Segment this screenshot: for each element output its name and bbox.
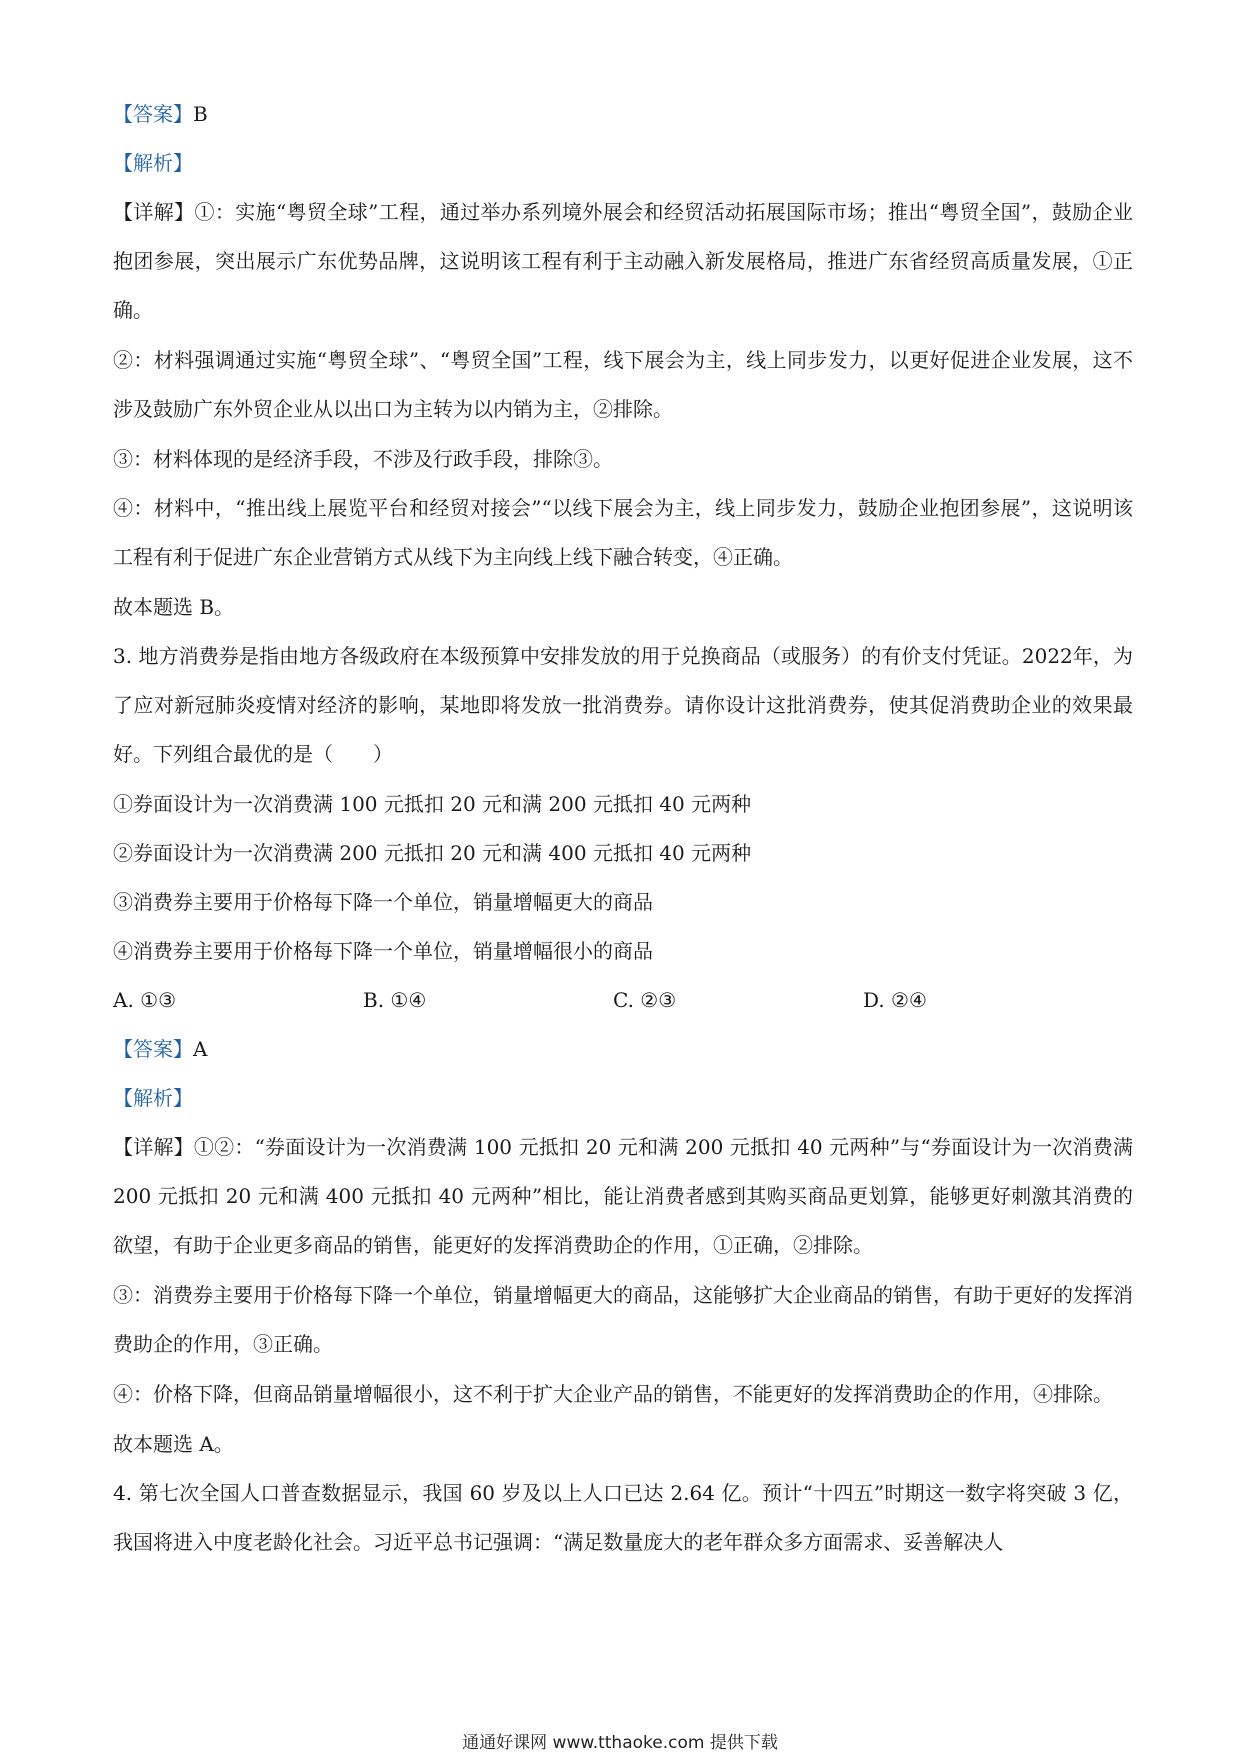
q3-stem: 3. 地方消费券是指由地方各级政府在本级预算中安排发放的用于兑换商品（或服务）的有价支付凭证。2022年，为了应对新冠肺炎疫情对经济的影响，某地即将发放一批消费券。请你设计这批消费券，使其促消费助企业的效果最好。下列组合最优的是（ ）	[113, 644, 1133, 766]
q2-answer	[113, 100, 1133, 128]
q2-detail-2: ②：材料强调通过实施“粤贸全球”、“粤贸全国”工程，线下展会为主，线上同步发力，以更好促进企业发展，这不涉及鼓励广东外贸企业从以出口为主转为以内销为主，②排除。	[113, 348, 1133, 421]
q3-item-1: ①券面设计为一次消费满 100 元抵扣 20 元和满 200 元抵扣 40 元两种	[113, 792, 752, 816]
answer-value: A	[193, 1037, 208, 1061]
q3-analysis-tag: 【解析】	[113, 1086, 193, 1110]
answer-tag: 【答案】	[113, 102, 193, 126]
q3-item-3: ③消费券主要用于价格每下降一个单位，销量增幅更大的商品	[113, 890, 653, 914]
q2-detail-4: ④：材料中，“推出线上展览平台和经贸对接会”“以线下展会为主，线上同步发力，鼓励企业抱团参展”，这说明该工程有利于促进广东企业营销方式从线下为主向线上线下融合转变，④正确。	[113, 496, 1133, 569]
q3-options	[113, 986, 1133, 1014]
q3-conclusion: 故本题选 A。	[113, 1432, 234, 1456]
answer-tag: 【答案】	[113, 1037, 193, 1061]
q3-detail-3: ④：价格下降，但商品销量增幅很小，这不利于扩大企业产品的销售，不能更好的发挥消费助企的作用，④排除。	[113, 1382, 1113, 1406]
document-body	[113, 100, 1133, 1578]
option-a: A. ①③	[113, 988, 177, 1012]
q3-detail-1: 【详解】①②：“券面设计为一次消费满 100 元抵扣 20 元和满 200 元抵扣 40 元两种”与“券面设计为一次消费满 200 元抵扣 20 元和满 400 元抵扣 40 元两种”相比，能让消费者感到其购买商品更划算，能够更好刺激其消费的欲望，有助于企业更多商品的销售，能更好的发挥消费助企的作用，①正确，②排除。	[113, 1135, 1133, 1257]
answer-value: B	[193, 102, 208, 126]
q2-conclusion: 故本题选 B。	[113, 595, 235, 619]
option-c: C. ②③	[613, 988, 677, 1012]
q3-answer	[113, 1035, 1133, 1063]
q2-detail-3: ③：材料体现的是经济手段，不涉及行政手段，排除③。	[113, 447, 613, 471]
page-footer: 通通好课网 www.tthaoke.com 提供下载	[462, 1733, 778, 1753]
q2-analysis-tag: 【解析】	[113, 151, 193, 175]
option-d: D. ②④	[863, 988, 927, 1012]
option-b: B. ①④	[363, 988, 427, 1012]
q3-detail-2: ③：消费券主要用于价格每下降一个单位，销量增幅更大的商品，这能够扩大企业商品的销售，有助于更好的发挥消费助企的作用，③正确。	[113, 1283, 1133, 1356]
q3-item-4: ④消费券主要用于价格每下降一个单位，销量增幅很小的商品	[113, 939, 653, 963]
q4-stem: 4. 第七次全国人口普查数据显示，我国 60 岁及以上人口已达 2.64 亿。预计“十四五”时期这一数字将突破 3 亿，我国将进入中度老龄化社会。习近平总书记强调：“满足数量庞大的老年群众多方面需求、妥善解决人	[113, 1481, 1133, 1554]
q3-item-2: ②券面设计为一次消费满 200 元抵扣 20 元和满 400 元抵扣 40 元两种	[113, 841, 752, 865]
q2-detail-1: 【详解】①：实施“粤贸全球”工程，通过举办系列境外展会和经贸活动拓展国际市场；推出“粤贸全国”，鼓励企业抱团参展，突出展示广东优势品牌，这说明该工程有利于主动融入新发展格局，推进广东省经贸高质量发展，①正确。	[113, 200, 1133, 322]
